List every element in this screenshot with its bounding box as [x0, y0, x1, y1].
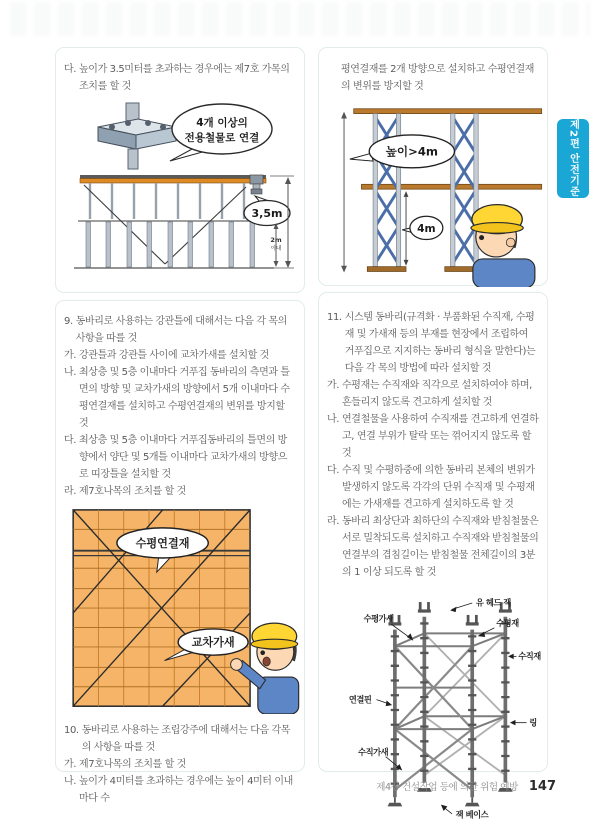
list-marker: 라.	[327, 516, 340, 527]
paragraph-da	[64, 61, 296, 95]
scaffold-drawing	[74, 175, 274, 268]
list-marker: 라.	[64, 486, 77, 497]
dim-4m	[402, 191, 443, 266]
section11-item-na	[327, 411, 539, 462]
side-tab-label: 제2편 안전기준	[567, 119, 579, 198]
panel-right-top	[318, 47, 548, 286]
list-text: 최상층 및 5층 이내마다 거푸집 동바리의 측면과 틀면의 방향 및 교차가새의 방향에서 5개 이내마다 수평연결재를 설치하고 수평연결재의 변위를 방지할 것	[79, 367, 290, 429]
list-text: 연결철물을 사용하여 수직재를 견고하게 연결하고, 연결 부위가 탈락 또는 꺾어지지 않도록 할 것	[342, 414, 539, 459]
label-horizontal-member: 수평재	[496, 617, 519, 628]
top-beam	[354, 109, 542, 114]
section9-item-da	[64, 432, 296, 483]
list-marker: 9.	[64, 316, 73, 327]
bubble-height-gt-4m	[350, 135, 455, 168]
dim-bubble-text: 3,5m	[251, 207, 283, 220]
section10-item-na	[64, 773, 296, 807]
list-marker: 11.	[327, 312, 342, 323]
section9-item-ra	[64, 483, 296, 500]
list-text: 동바리로 사용하는 강관틀에 대해서는 다음 각 목의 사항을 따를 것	[75, 316, 287, 344]
section11-item-da	[327, 462, 539, 513]
footer-chapter-title: 제4장 건설작업 등에 의한 위험 예방	[376, 782, 518, 793]
section10-item-ga	[64, 756, 296, 773]
list-marker: 다.	[64, 435, 77, 446]
label-horizontal-brace: 수평가새	[363, 613, 394, 624]
section9-heading	[64, 313, 296, 347]
list-text: 수평재는 수직재와 직각으로 설치하여야 하며, 흔들리지 않도록 견고하게 설치할 것	[342, 380, 532, 408]
bubble-4m-text: 4m	[417, 221, 436, 235]
list-text: 높이가 4미터를 초과하는 경우에는 높이 4미터 이내마다 수	[79, 776, 293, 804]
section11-item-ra	[327, 513, 539, 581]
label-jack-base: 잭 베이스	[455, 809, 489, 820]
label-vertical-member: 수직재	[518, 651, 541, 662]
label-ring: 링	[529, 717, 537, 728]
list-marker: 가.	[327, 380, 340, 391]
list-text: 최상층 및 5층 이내마다 거푸집동바리의 틀면의 방향에서 양단 및 5개틀 이내마다 교차가새의 방향으로 띠장틀을 설치할 것	[79, 435, 287, 480]
panel-left-bottom	[55, 300, 305, 804]
dim-bubble-35m	[244, 196, 290, 226]
paragraph-continuation	[327, 61, 539, 95]
list-text: 제7호나목의 조치를 할 것	[79, 486, 186, 497]
panel-left-top	[55, 47, 305, 293]
list-marker: 10.	[64, 725, 79, 736]
list-text: 수직 및 수평하중에 의한 동바리 본체의 변위가 발생하지 않도록 각각의 단위 수직재 및 수평재에는 가새재를 견고하게 설치하도록 할 것	[342, 465, 535, 510]
chapter-side-tab	[557, 119, 589, 198]
list-marker: 다.	[64, 64, 77, 75]
list-marker: 가.	[64, 759, 77, 770]
section10-heading	[64, 722, 296, 756]
label-u-head-jack: 유 헤드 잭	[475, 597, 511, 608]
horizontal-members	[395, 633, 505, 729]
label-vertical-brace: 수직가새	[358, 746, 389, 757]
page-footer	[376, 779, 556, 794]
label-connecting-pin: 연결핀	[348, 694, 372, 705]
page-showthrough	[10, 2, 590, 36]
bubble-top-text: 수평연결재	[135, 536, 190, 550]
list-marker: 나.	[327, 414, 340, 425]
list-marker: 나.	[64, 367, 77, 378]
list-marker: 다.	[327, 465, 340, 476]
bubble-line1: 4개 이상의	[196, 117, 248, 129]
clamp-scaffold-illustration	[64, 101, 296, 287]
list-text: 시스템 동바리(규격화 · 부품화된 수직재, 수평재 및 가새재 등의 부재를 현장에서 조립하여 거푸집으로 지지하는 동바리 형식을 말한다)는 다음 각 목의 방법에 따라 설치할 것	[344, 312, 536, 374]
paragraph-text: 평연결재를 2개 방향으로 설치하고 수평연결재의 변위를 방지할 것	[341, 64, 535, 92]
section9-item-ga	[64, 347, 296, 364]
bubble-height-text: 높이>4m	[385, 144, 439, 159]
bubble-bottom-text: 교차가새	[191, 635, 235, 649]
dim-small-value: 2m	[270, 236, 282, 244]
list-marker: 나.	[64, 776, 77, 787]
list-text: 높이가 3.5미터를 초과하는 경우에는 제7호 가목의 조치를 할 것	[79, 64, 290, 92]
list-marker: 가.	[64, 350, 77, 361]
pipe-clamp-drawing	[98, 103, 176, 169]
tower-height-illustration	[327, 101, 549, 287]
height-dimension-line	[341, 112, 347, 273]
speech-bubble-connection	[170, 104, 272, 161]
section11-item-ga	[327, 377, 539, 411]
list-text: 제7호나목의 조치를 할 것	[79, 759, 186, 770]
worker-looking-up	[471, 205, 535, 287]
list-text: 동바리 최상단과 최하단의 수직재와 받침철물은 서로 밀착되도록 설치하고 수직재와 받침철물의 연결부의 겹침길이는 받침철물 전체길이의 3분의 1 이상 되도록 할 것	[342, 516, 539, 578]
list-text: 동바리로 사용하는 조립강주에 대해서는 다음 각목의 사항을 따를 것	[81, 725, 291, 753]
list-text: 강관틀과 강관틀 사이에 교차가새를 설치할 것	[79, 350, 269, 361]
grid-brace-illustration	[64, 506, 302, 714]
bubble-line2: 전용철물로 연결	[184, 132, 260, 144]
footer-page-number: 147	[528, 779, 556, 794]
section9-item-na	[64, 364, 296, 432]
section11-heading	[327, 309, 539, 377]
dim-small-unit: 이내	[270, 246, 282, 252]
